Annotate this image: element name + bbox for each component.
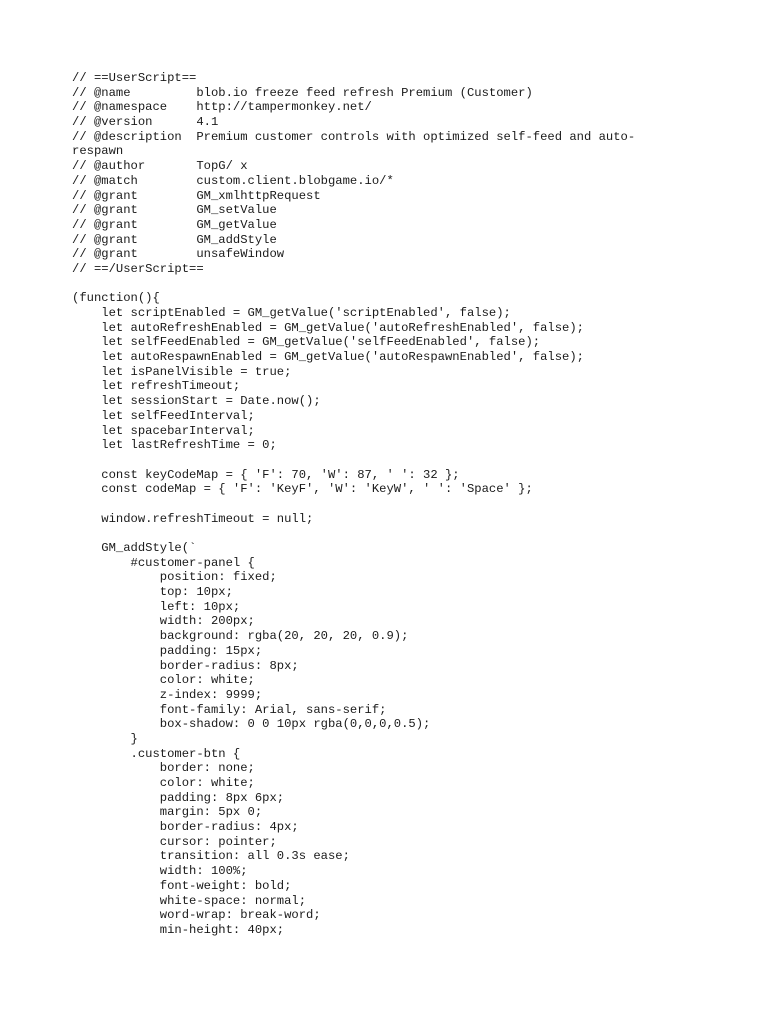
code-line (72, 526, 692, 541)
code-line: (function(){ (72, 291, 160, 306)
code-listing (72, 71, 692, 938)
code-line: let scriptEnabled = GM_getValue('scriptEnabled', false); (72, 306, 511, 320)
code-line: color: white; (72, 673, 255, 688)
code-line: word-wrap: break-word; (72, 908, 321, 923)
code-line: padding: 8px 6px; (72, 790, 285, 805)
code-line: GM_addStyle(` (72, 541, 197, 555)
code-line: z-index: 9999; (72, 687, 263, 702)
code-line: // @grant GM_setValue (72, 203, 277, 218)
code-line: width: 100%; (72, 864, 248, 879)
code-line (72, 497, 692, 512)
code-line: width: 200px; (72, 614, 255, 629)
code-line: let isPanelVisible = true; (72, 364, 292, 379)
code-line: let spacebarInterval; (72, 423, 255, 438)
code-line: color: white; (72, 776, 255, 790)
code-line: // @grant GM_getValue (72, 217, 277, 232)
code-line: let sessionStart = Date.now(); (72, 394, 321, 409)
code-line: let selfFeedInterval; (72, 408, 255, 423)
code-line (72, 453, 692, 468)
code-line: border-radius: 4px; (72, 820, 299, 835)
code-line: position: fixed; (72, 570, 277, 585)
code-line: margin: 5px 0; (72, 805, 263, 820)
code-line: let selfFeedEnabled = GM_getValue('selfFeedEnabled', false); (72, 335, 541, 350)
code-line: // @description Premium customer controls with optimized self-feed and auto- (72, 129, 636, 144)
code-line: let lastRefreshTime = 0; (72, 438, 277, 453)
code-line: // @match custom.client.blobgame.io/* (72, 173, 394, 188)
code-line: let autoRefreshEnabled = GM_getValue('autoRefreshEnabled', false); (72, 320, 584, 335)
code-line: // @grant GM_addStyle (72, 232, 277, 247)
code-line: let autoRespawnEnabled = GM_getValue('autoRespawnEnabled', false); (72, 350, 584, 365)
code-line: } (72, 731, 138, 746)
code-line: background: rgba(20, 20, 20, 0.9); (72, 629, 409, 644)
code-line: font-weight: bold; (72, 878, 292, 893)
code-line: font-family: Arial, sans-serif; (72, 702, 387, 717)
code-line: // ==/UserScript== (72, 261, 204, 276)
code-line: // @version 4.1 (72, 115, 219, 130)
code-line: // ==UserScript== (72, 71, 197, 85)
code-line: white-space: normal; (72, 893, 307, 908)
code-line: // @name blob.io freeze feed refresh Premium (Customer) (72, 85, 533, 100)
code-line (72, 277, 692, 292)
code-line: box-shadow: 0 0 10px rgba(0,0,0,0.5); (72, 717, 431, 732)
code-line: border: none; (72, 761, 255, 776)
code-line: // @namespace http://tampermonkey.net/ (72, 100, 372, 115)
code-line: let refreshTimeout; (72, 379, 241, 394)
code-line: min-height: 40px; (72, 922, 285, 937)
code-line: respawn (72, 144, 124, 159)
code-line: window.refreshTimeout = null; (72, 511, 314, 526)
code-line: // @author TopG/ x (72, 159, 248, 174)
code-line: const codeMap = { 'F': 'KeyF', 'W': 'KeyW', ' ': 'Space' }; (72, 482, 533, 497)
code-line: border-radius: 8px; (72, 658, 299, 673)
code-line: // @grant unsafeWindow (72, 247, 285, 262)
code-line: left: 10px; (72, 599, 241, 614)
code-line: .customer-btn { (72, 746, 241, 761)
code-line: // @grant GM_xmlhttpRequest (72, 188, 321, 203)
code-line: const keyCodeMap = { 'F': 70, 'W': 87, ' ': 32 }; (72, 467, 460, 482)
code-line: top: 10px; (72, 585, 233, 600)
code-line: #customer-panel { (72, 555, 255, 570)
code-line: cursor: pointer; (72, 834, 277, 849)
code-line: transition: all 0.3s ease; (72, 849, 350, 864)
code-line: padding: 15px; (72, 643, 263, 658)
